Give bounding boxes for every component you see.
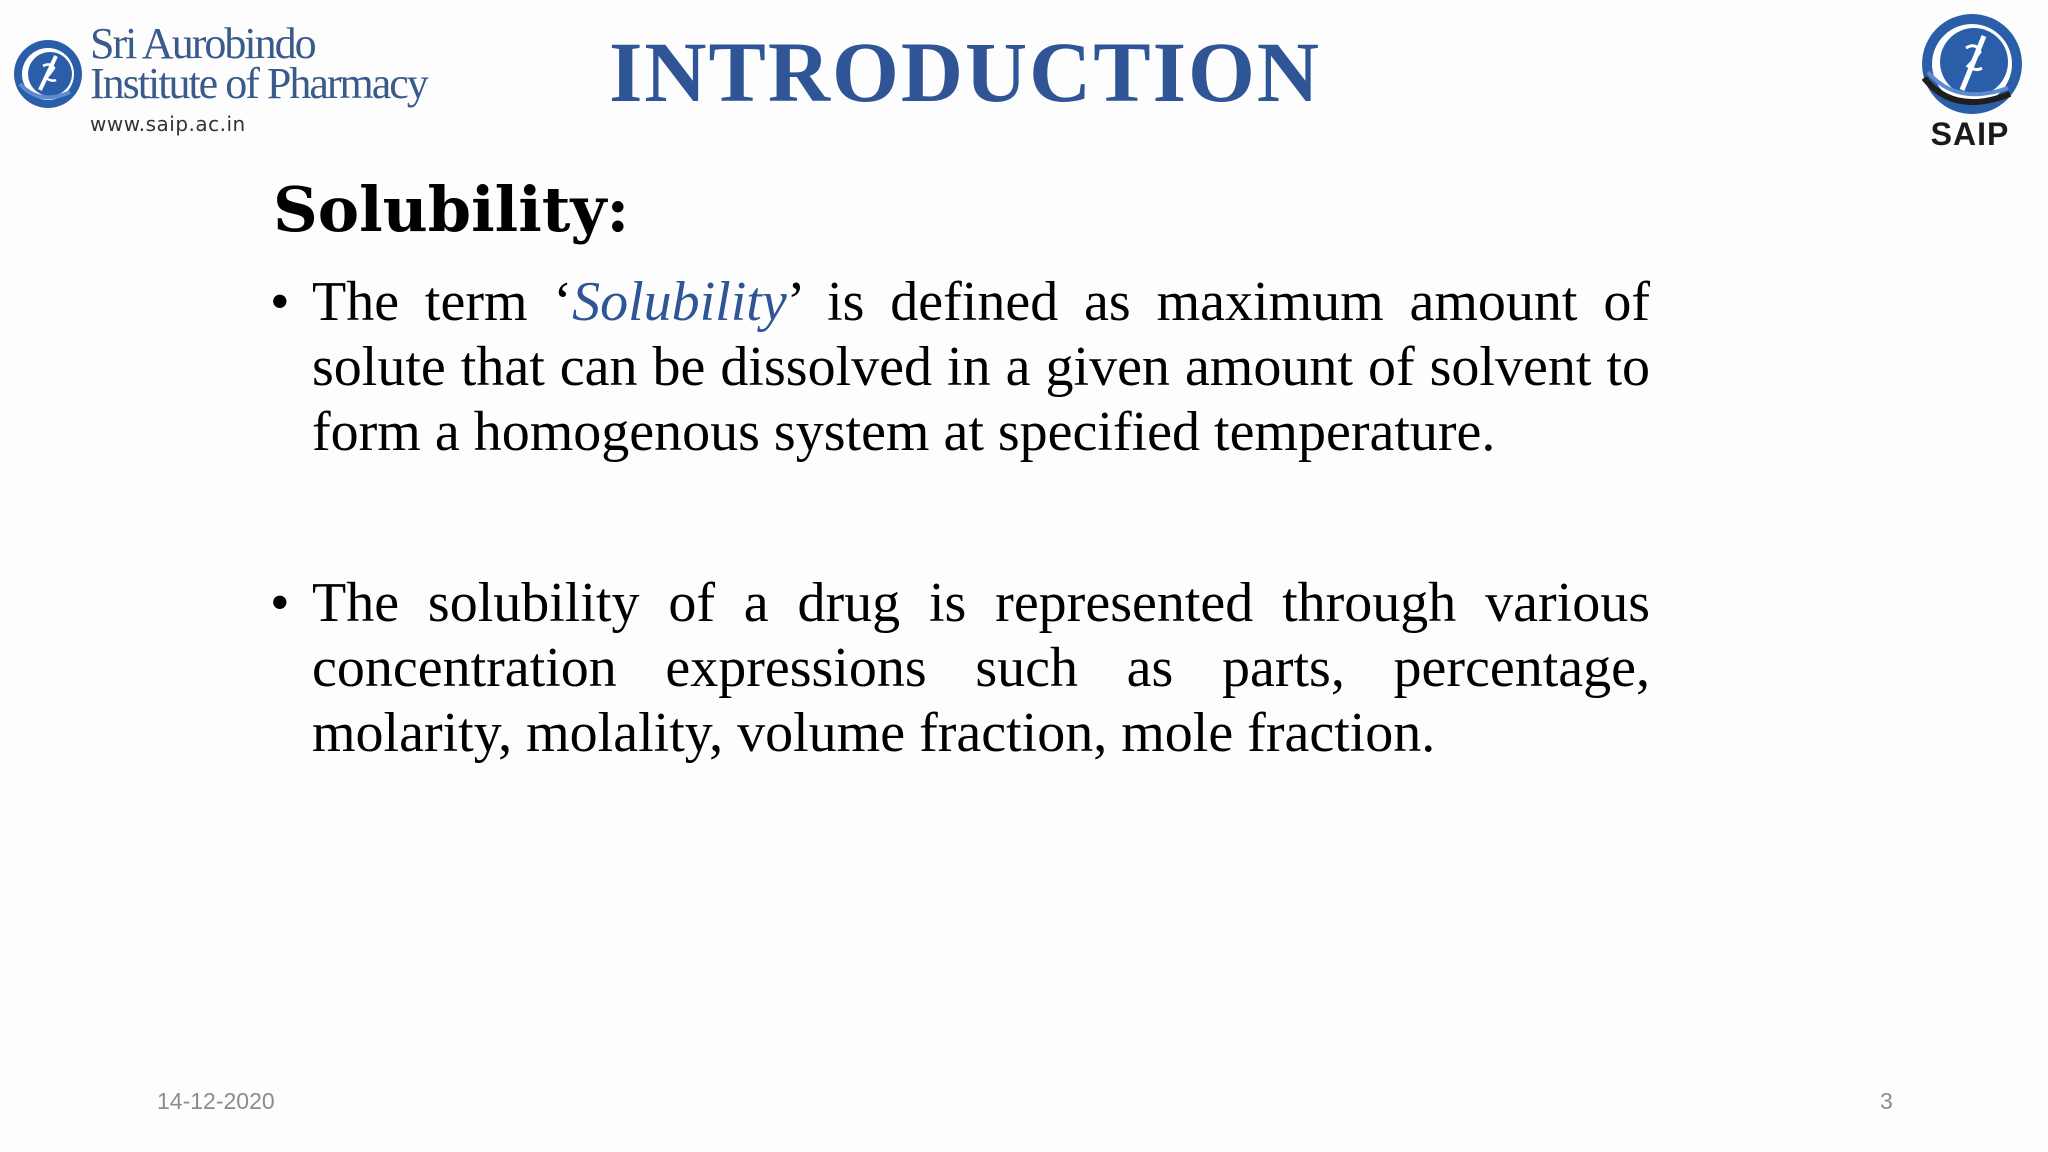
saip-logo-text: SAIP bbox=[1930, 116, 2010, 152]
footer-date: 14-12-2020 bbox=[157, 1088, 275, 1114]
bullet-definition-suffix: ’ is defined as maximum amount of solute that can be dissolved in a given amount of solvent to form a homogenous system at specified temperature. bbox=[312, 271, 1650, 463]
saip-logo bbox=[1910, 8, 2030, 156]
institute-name-line2: Institute of Pharmacy bbox=[90, 59, 427, 108]
bullet-definition-prefix: The term ‘ bbox=[312, 271, 573, 333]
institute-name-line1: Sri Aurobindo bbox=[90, 19, 315, 68]
solubility-term: Solubility bbox=[572, 271, 787, 333]
footer-page-number: 3 bbox=[1880, 1088, 1893, 1114]
saip-emblem-icon bbox=[1910, 8, 2030, 116]
slide-title: INTRODUCTION bbox=[608, 24, 1322, 120]
section-heading: Solubility: bbox=[273, 173, 630, 246]
institute-url: www.saip.ac.in bbox=[90, 112, 246, 136]
bullet-expressions: • The solubility of a drug is represented through various concentration expressions such as parts, percentage, molarity, molality, volume fraction, mole fraction. bbox=[270, 571, 1650, 766]
bullet-list bbox=[270, 270, 1650, 766]
bullet-definition bbox=[270, 270, 1650, 465]
